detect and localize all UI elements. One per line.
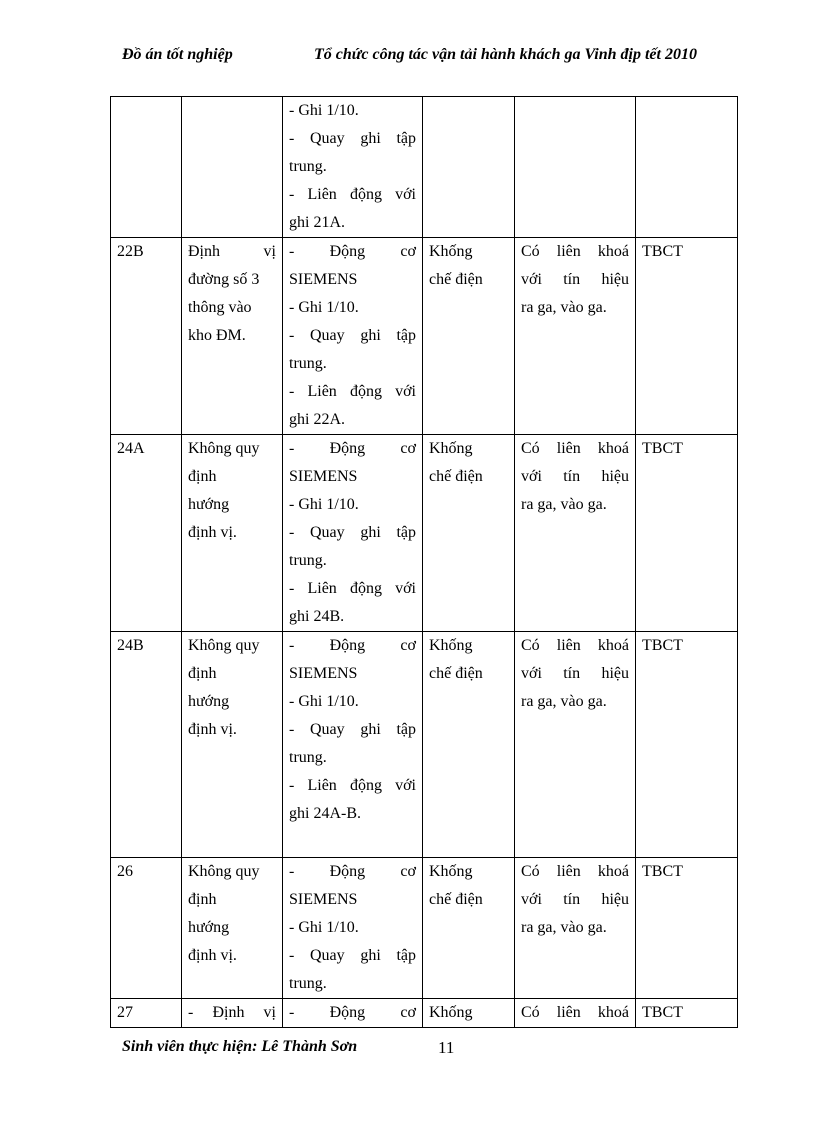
cell-line: Có liên khoá <box>521 243 629 260</box>
cell-line: SIEMENS <box>289 665 358 682</box>
cell-line: - Ghi 1/10. <box>289 693 359 710</box>
cell-text: TBCT <box>642 863 683 880</box>
cell-line: hướng <box>188 693 230 710</box>
page-number: 11 <box>438 1038 455 1057</box>
cell-text: TBCT <box>642 243 683 260</box>
cell-line: SIEMENS <box>289 891 358 908</box>
cell-line: trung. <box>289 749 327 766</box>
cell-line: trung. <box>289 552 327 569</box>
cell-text: 26 <box>117 863 133 880</box>
cell-position <box>182 999 283 1028</box>
table-row <box>111 632 738 858</box>
cell-line: ra ga, vào ga. <box>521 693 607 710</box>
cell-line: ghi 24A-B. <box>289 805 361 822</box>
cell-mechanism <box>283 858 423 999</box>
table-row <box>111 999 738 1028</box>
cell-line: - Quay ghi tập <box>289 130 416 147</box>
cell-text: TBCT <box>642 637 683 654</box>
cell-line: - Động cơ <box>289 863 416 880</box>
cell-position <box>182 858 283 999</box>
cell-line: - Ghi 1/10. <box>289 496 359 513</box>
cell-unit <box>636 632 738 858</box>
cell-control <box>423 97 515 238</box>
cell-text: 27 <box>117 1004 133 1021</box>
cell-line: định <box>188 468 217 485</box>
cell-position <box>182 435 283 632</box>
cell-line: Không quy <box>188 440 260 457</box>
cell-line: với tín hiệu <box>521 665 629 682</box>
cell-text: 22B <box>117 243 144 260</box>
cell-switch-id <box>111 435 182 632</box>
cell-line: - Ghi 1/10. <box>289 102 359 119</box>
cell-control <box>423 858 515 999</box>
cell-line: - Động cơ <box>289 637 416 654</box>
cell-position <box>182 238 283 435</box>
cell-line: chế điện <box>429 468 483 485</box>
cell-line: - Động cơ <box>289 440 416 457</box>
cell-text: TBCT <box>642 1004 683 1021</box>
cell-line: Có liên khoá <box>521 863 629 880</box>
cell-control <box>423 999 515 1028</box>
cell-line: - Động cơ <box>289 1004 416 1021</box>
cell-line: ghi 21A. <box>289 214 345 231</box>
cell-position <box>182 97 283 238</box>
cell-switch-id <box>111 238 182 435</box>
cell-control <box>423 435 515 632</box>
cell-line: với tín hiệu <box>521 271 629 288</box>
cell-line: - Động cơ <box>289 243 416 260</box>
table-row <box>111 238 738 435</box>
cell-mechanism <box>283 238 423 435</box>
table-body <box>111 97 738 1028</box>
cell-interlock <box>515 632 636 858</box>
cell-switch-id <box>111 858 182 999</box>
cell-interlock <box>515 435 636 632</box>
cell-line: - Liên động với <box>289 777 416 794</box>
cell-line: - Liên động với <box>289 186 416 203</box>
cell-position <box>182 632 283 858</box>
cell-line: thông vào <box>188 299 252 316</box>
cell-line: - Quay ghi tập <box>289 327 416 344</box>
cell-line: - Ghi 1/10. <box>289 299 359 316</box>
cell-line: - Định vị <box>188 1004 276 1021</box>
cell-line: định vị. <box>188 947 237 964</box>
cell-line: Có liên khoá <box>521 637 629 654</box>
cell-mechanism <box>283 632 423 858</box>
cell-switch-id <box>111 632 182 858</box>
cell-line: - Quay ghi tập <box>289 524 416 541</box>
cell-interlock <box>515 97 636 238</box>
cell-line: trung. <box>289 355 327 372</box>
cell-switch-id <box>111 999 182 1028</box>
cell-line: định vị. <box>188 721 237 738</box>
cell-line: định vị. <box>188 524 237 541</box>
cell-line: chế điện <box>429 271 483 288</box>
cell-mechanism <box>283 97 423 238</box>
cell-interlock <box>515 999 636 1028</box>
table-row <box>111 858 738 999</box>
cell-line: Không quy <box>188 637 260 654</box>
cell-mechanism <box>283 999 423 1028</box>
table-row <box>111 435 738 632</box>
cell-line: - Liên động với <box>289 580 416 597</box>
cell-control <box>423 238 515 435</box>
cell-line: với tín hiệu <box>521 468 629 485</box>
cell-line: hướng <box>188 919 230 936</box>
cell-mechanism <box>283 435 423 632</box>
cell-line: ghi 24B. <box>289 608 345 625</box>
cell-text: TBCT <box>642 440 683 457</box>
cell-line: định <box>188 665 217 682</box>
cell-line: Không quy <box>188 863 260 880</box>
cell-control <box>423 632 515 858</box>
cell-line: chế điện <box>429 891 483 908</box>
cell-line: trung. <box>289 975 327 992</box>
page-footer <box>122 1038 455 1057</box>
cell-line: chế điện <box>429 665 483 682</box>
cell-line: Khống <box>429 863 473 880</box>
cell-line: Khống <box>429 440 473 457</box>
header-left-title: Đồ án tốt nghiệp <box>122 46 233 63</box>
cell-line: - Quay ghi tập <box>289 721 416 738</box>
cell-line: Khống <box>429 1004 473 1021</box>
cell-line: kho ĐM. <box>188 327 246 344</box>
cell-text: 24A <box>117 440 145 457</box>
cell-interlock <box>515 238 636 435</box>
cell-line: ghi 22A. <box>289 411 345 428</box>
cell-line: hướng <box>188 496 230 513</box>
cell-line: Khống <box>429 637 473 654</box>
cell-line: ra ga, vào ga. <box>521 299 607 316</box>
header-right-title: Tổ chức công tác vận tải hành khách ga Vinh địp tết 2010 <box>314 46 697 63</box>
switch-table <box>110 96 738 1028</box>
cell-unit <box>636 238 738 435</box>
cell-line: SIEMENS <box>289 468 358 485</box>
cell-line: đường số 3 <box>188 271 260 288</box>
page-header <box>122 46 744 72</box>
cell-line: Định vị <box>188 243 276 260</box>
cell-line: - Liên động với <box>289 383 416 400</box>
cell-unit <box>636 999 738 1028</box>
cell-line: - Ghi 1/10. <box>289 919 359 936</box>
cell-unit <box>636 858 738 999</box>
cell-line: trung. <box>289 158 327 175</box>
cell-unit <box>636 435 738 632</box>
cell-line: Có liên khoá <box>521 1004 629 1021</box>
cell-unit <box>636 97 738 238</box>
cell-switch-id <box>111 97 182 238</box>
cell-line: SIEMENS <box>289 271 358 288</box>
cell-line: ra ga, vào ga. <box>521 496 607 513</box>
cell-line: - Quay ghi tập <box>289 947 416 964</box>
cell-interlock <box>515 858 636 999</box>
cell-line: Khống <box>429 243 473 260</box>
cell-line: với tín hiệu <box>521 891 629 908</box>
cell-line: định <box>188 891 217 908</box>
footer-author: Sinh viên thực hiện: Lê Thành Sơn <box>122 1038 358 1055</box>
table-row <box>111 97 738 238</box>
cell-line: Có liên khoá <box>521 440 629 457</box>
cell-text: 24B <box>117 637 144 654</box>
cell-line: ra ga, vào ga. <box>521 919 607 936</box>
